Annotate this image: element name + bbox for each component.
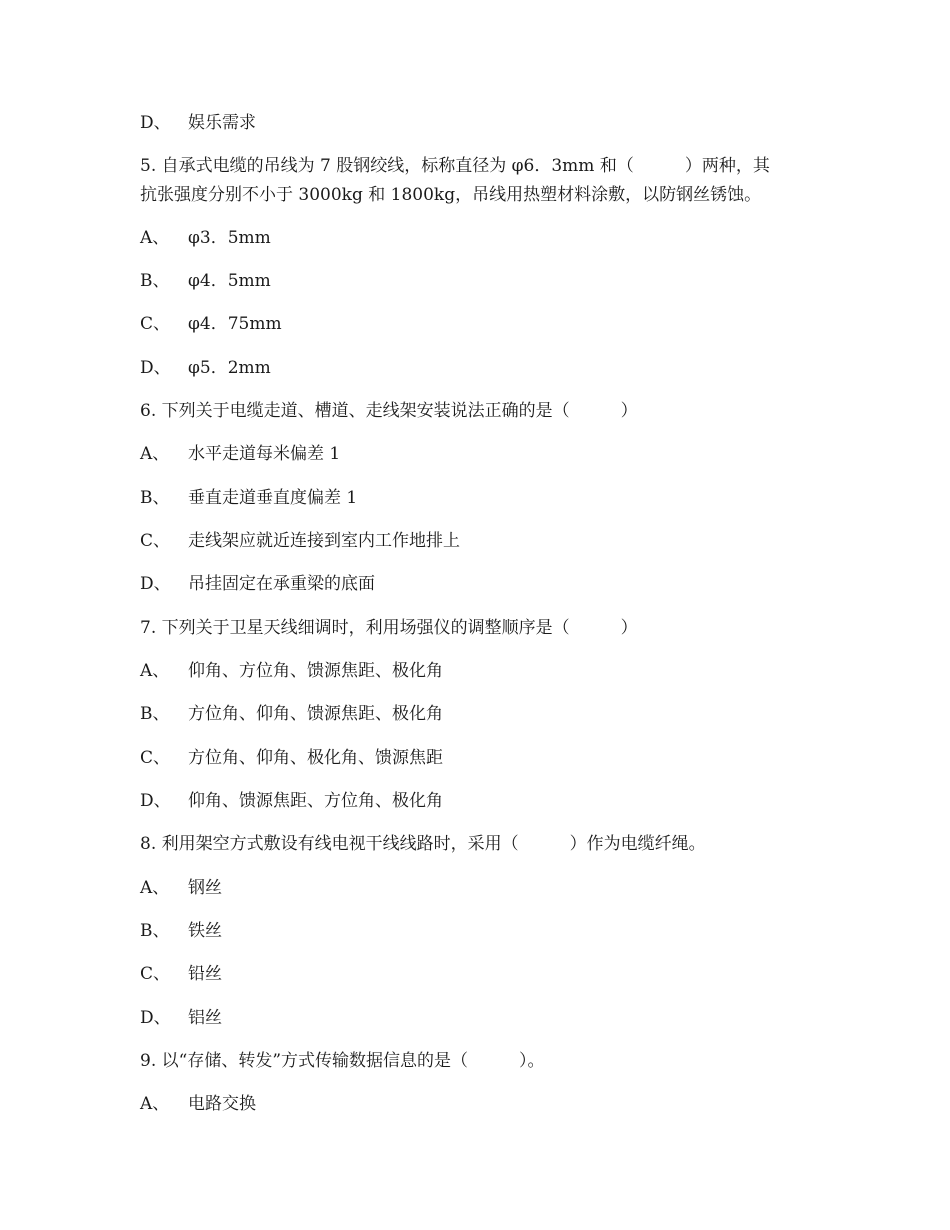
option-letter: D、 (140, 113, 171, 133)
option-line (140, 530, 460, 552)
option-letter: B、 (140, 271, 170, 291)
option-line (140, 443, 340, 465)
option-line (140, 877, 222, 899)
option-text: 吊挂固定在承重梁的底面 (188, 574, 375, 594)
option-line (140, 573, 375, 595)
question-line (140, 155, 770, 177)
option-line (140, 313, 282, 335)
option-letter: C、 (140, 964, 171, 984)
option-letter: A、 (140, 661, 170, 681)
option-text: 钢丝 (188, 878, 222, 898)
option-text: φ5．2mm (188, 358, 271, 378)
option-letter: A、 (140, 878, 170, 898)
question-text: 6. 下列关于电缆走道、槽道、走线架安装说法正确的是（ ） (140, 401, 638, 421)
option-text: 娱乐需求 (188, 113, 256, 133)
option-text: φ4．5mm (188, 271, 271, 291)
option-text: 铅丝 (188, 964, 222, 984)
option-text: 仰角、方位角、馈源焦距、极化角 (188, 661, 443, 681)
option-letter: A、 (140, 228, 170, 248)
option-letter: B、 (140, 921, 170, 941)
option-text: 铁丝 (188, 921, 222, 941)
option-text: 垂直走道垂直度偏差 1 (188, 488, 358, 508)
question-line (140, 617, 638, 639)
option-text: 走线架应就近连接到室内工作地排上 (188, 531, 460, 551)
option-letter: C、 (140, 748, 171, 768)
option-line (140, 1093, 256, 1115)
question-text: 5. 自承式电缆的吊线为 7 股钢绞线，标称直径为 φ6．3mm 和（ ）两种，其 (140, 156, 770, 176)
question-line (140, 1050, 545, 1072)
option-text: 水平走道每米偏差 1 (188, 444, 341, 464)
option-line (140, 112, 256, 134)
option-line (140, 790, 443, 812)
option-letter: C、 (140, 531, 171, 551)
question-continuation (140, 184, 761, 206)
option-text: φ4．75mm (188, 314, 282, 334)
option-line (140, 270, 271, 292)
option-line (140, 660, 443, 682)
option-line (140, 1007, 222, 1029)
option-line (140, 487, 357, 509)
option-line (140, 357, 271, 379)
option-text: 电路交换 (188, 1094, 256, 1114)
option-text: 仰角、馈源焦距、方位角、极化角 (188, 791, 443, 811)
option-line (140, 920, 222, 942)
option-line (140, 963, 222, 985)
option-letter: D、 (140, 358, 171, 378)
option-line (140, 227, 271, 249)
option-text: 方位角、仰角、馈源焦距、极化角 (188, 704, 443, 724)
option-letter: D、 (140, 574, 171, 594)
question-line (140, 400, 638, 422)
option-text: 方位角、仰角、极化角、馈源焦距 (188, 748, 443, 768)
question-text: 抗张强度分别不小于 3000kg 和 1800kg，吊线用热塑材料涂敷，以防钢丝锈蚀。 (140, 185, 762, 205)
option-letter: A、 (140, 444, 170, 464)
question-text: 7. 下列关于卫星天线细调时，利用场强仪的调整顺序是（ ） (140, 618, 638, 638)
option-letter: B、 (140, 704, 170, 724)
option-line (140, 703, 443, 725)
option-letter: A、 (140, 1094, 170, 1114)
question-text: 8. 利用架空方式敷设有线电视干线线路时，采用（ ）作为电缆纤绳。 (140, 834, 706, 854)
question-line (140, 833, 706, 855)
option-letter: B、 (140, 488, 170, 508)
option-letter: D、 (140, 791, 171, 811)
option-line (140, 747, 443, 769)
option-letter: D、 (140, 1008, 171, 1028)
option-text: 铝丝 (188, 1008, 222, 1028)
option-text: φ3．5mm (188, 228, 271, 248)
question-text: 9. 以“存储、转发”方式传输数据信息的是（ ）。 (140, 1051, 545, 1071)
option-letter: C、 (140, 314, 171, 334)
